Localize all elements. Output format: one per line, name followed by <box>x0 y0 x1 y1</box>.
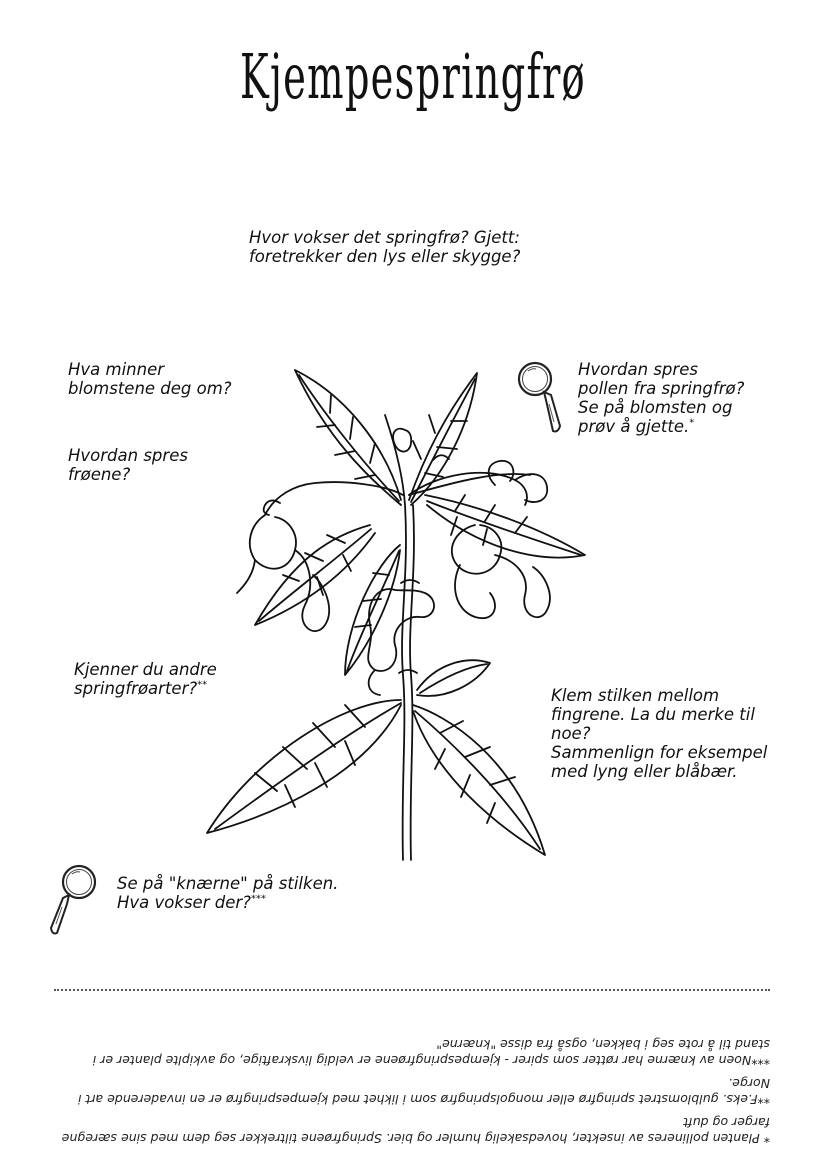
question-flowers: Hva minner blomstene deg om? <box>68 360 232 398</box>
footnote-mark: ** <box>197 679 208 691</box>
footnote-pollination: * Planten pollineres av insekter, hovedsakelig humler og bier. Springfrøene tiltrekker seg dem med sine særegne farger og duft <box>61 1115 770 1146</box>
question-habitat: Hvor vokser det springfrø? Gjett: foretrekker den lys eller skygge? <box>249 228 521 266</box>
question-knees <box>117 874 338 912</box>
question-pollen <box>578 360 744 436</box>
footnote-species: **F.eks. gulblomstret springfrø eller mongolspringfrø som i likhet med kjempespringfrø er en invaderende art i Norge. <box>78 1076 770 1107</box>
footnote-mark: * <box>689 417 695 429</box>
footnote-knees: ***Noen av knærne har røtter som spirer - kjempespringfrøene er veldig livskraftige, og avkiplte planter er i stand til å rote seg i bakken, også fra disse "knærne" <box>92 1037 770 1068</box>
question-pollen-text: Hvordan spres pollen fra springfrø? Se på blomsten og prøv å gjette. <box>578 360 745 436</box>
page-title: Kjempespringfrø <box>240 40 586 113</box>
footnote-mark: *** <box>250 893 266 905</box>
footnote-divider <box>54 989 770 991</box>
magnifying-glass-icon <box>48 862 100 936</box>
balsam-plant-illustration <box>195 355 595 865</box>
question-stem: Klem stilken mellom fingrene. La du merke til noe? Sammenlign for eksempel med lyng eller blåbær. <box>551 686 768 781</box>
question-knees-text: Se på "knærne" på stilken. Hva vokser der? <box>117 874 339 912</box>
footnotes-upside-down <box>60 996 770 1146</box>
question-species-text: Kjenner du andre springfrøarter? <box>74 660 217 698</box>
question-seeds: Hvordan spres frøene? <box>68 446 188 484</box>
